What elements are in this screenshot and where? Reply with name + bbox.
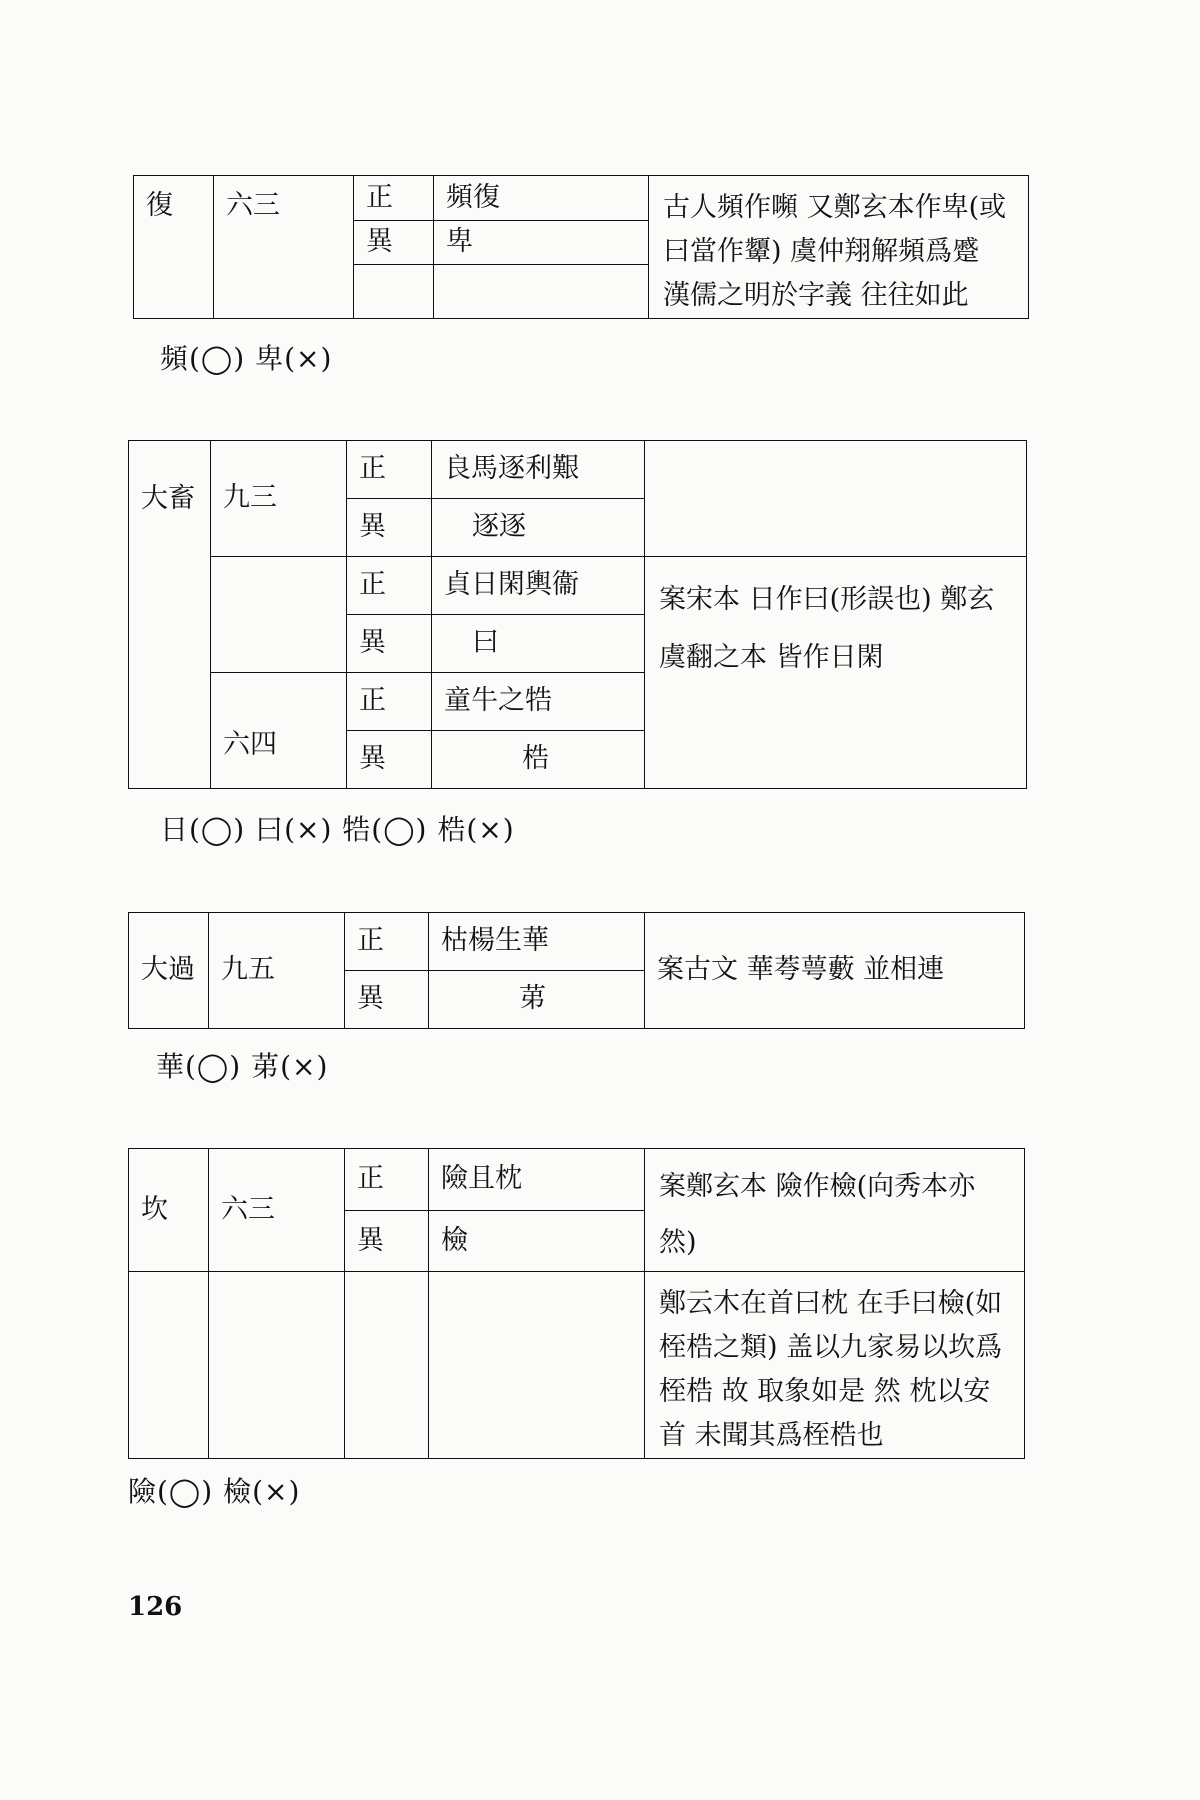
hexagram-cell: 坎 <box>129 1149 209 1272</box>
verdict-fu: 頻(◯) 卑(×) <box>160 342 333 375</box>
line-cell: 九三 <box>211 441 347 557</box>
text-cell: 險且枕 <box>429 1149 645 1211</box>
verdict-dachu: 日(◯) 曰(×) 牿(◯) 梏(×) <box>160 813 515 846</box>
line-cell: 六三 <box>209 1149 345 1272</box>
empty-line-cell <box>211 557 347 673</box>
mark-cell: 正 <box>347 673 432 731</box>
verdict-kan: 險(◯) 檢(×) <box>128 1475 301 1508</box>
empty-cell <box>354 265 434 319</box>
table-dachu <box>128 440 1027 789</box>
text-cell: 枯楊生華 <box>429 913 645 971</box>
verdict-daguo: 華(◯) 苐(×) <box>156 1050 329 1083</box>
table-kan <box>128 1148 1025 1459</box>
empty-cell <box>434 265 649 319</box>
table-daguo <box>128 912 1025 1029</box>
mark-cell: 異 <box>347 499 432 557</box>
mark-cell: 正 <box>354 176 434 221</box>
text-cell: 卑 <box>434 220 649 265</box>
note-cell: 案宋本 日作曰(形誤也) 鄭玄虞翻之本 皆作日閑 <box>645 557 1027 789</box>
mark-cell: 正 <box>345 1149 429 1211</box>
mark-cell: 異 <box>347 615 432 673</box>
empty-cell <box>345 1272 429 1459</box>
text-cell: 曰 <box>432 615 645 673</box>
text-cell: 貞日閑輿衞 <box>432 557 645 615</box>
text-cell: 苐 <box>429 971 645 1029</box>
text-cell: 良馬逐利艱 <box>432 441 645 499</box>
mark-cell: 異 <box>345 971 429 1029</box>
empty-cell <box>209 1272 345 1459</box>
page-number: 126 <box>128 1592 183 1622</box>
hexagram-cell: 大畜 <box>129 441 211 789</box>
text-cell: 頻復 <box>434 176 649 221</box>
mark-cell: 異 <box>347 731 432 789</box>
hexagram-cell: 復 <box>134 176 214 319</box>
line-cell: 六三 <box>214 176 354 319</box>
empty-cell <box>429 1272 645 1459</box>
note-cell: 案鄭玄本 險作檢(向秀本亦然) <box>645 1149 1025 1272</box>
text-cell: 檢 <box>429 1210 645 1272</box>
text-cell: 逐逐 <box>432 499 645 557</box>
line-cell: 九五 <box>209 913 345 1029</box>
note-cell: 古人頻作嚬 又鄭玄本作卑(或曰當作顰) 虞仲翔解頻爲蹙 漢儒之明於字義 往往如此 <box>649 176 1029 319</box>
note-cell: 案古文 華荂萼藪 並相連 <box>645 913 1025 1029</box>
empty-cell <box>129 1272 209 1459</box>
mark-cell: 異 <box>345 1210 429 1272</box>
note-cell: 鄭云木在首曰枕 在手曰檢(如桎梏之類) 盖以九家易以坎爲桎梏 故 取象如是 然 枕以安首 未聞其爲桎梏也 <box>645 1272 1025 1459</box>
mark-cell: 正 <box>345 913 429 971</box>
text-cell: 梏 <box>432 731 645 789</box>
mark-cell: 正 <box>347 441 432 499</box>
hexagram-cell: 大過 <box>129 913 209 1029</box>
text-cell: 童牛之牿 <box>432 673 645 731</box>
mark-cell: 正 <box>347 557 432 615</box>
empty-note-cell <box>645 441 1027 557</box>
table-fu <box>133 175 1029 319</box>
line-cell: 六四 <box>211 673 347 789</box>
mark-cell: 異 <box>354 220 434 265</box>
